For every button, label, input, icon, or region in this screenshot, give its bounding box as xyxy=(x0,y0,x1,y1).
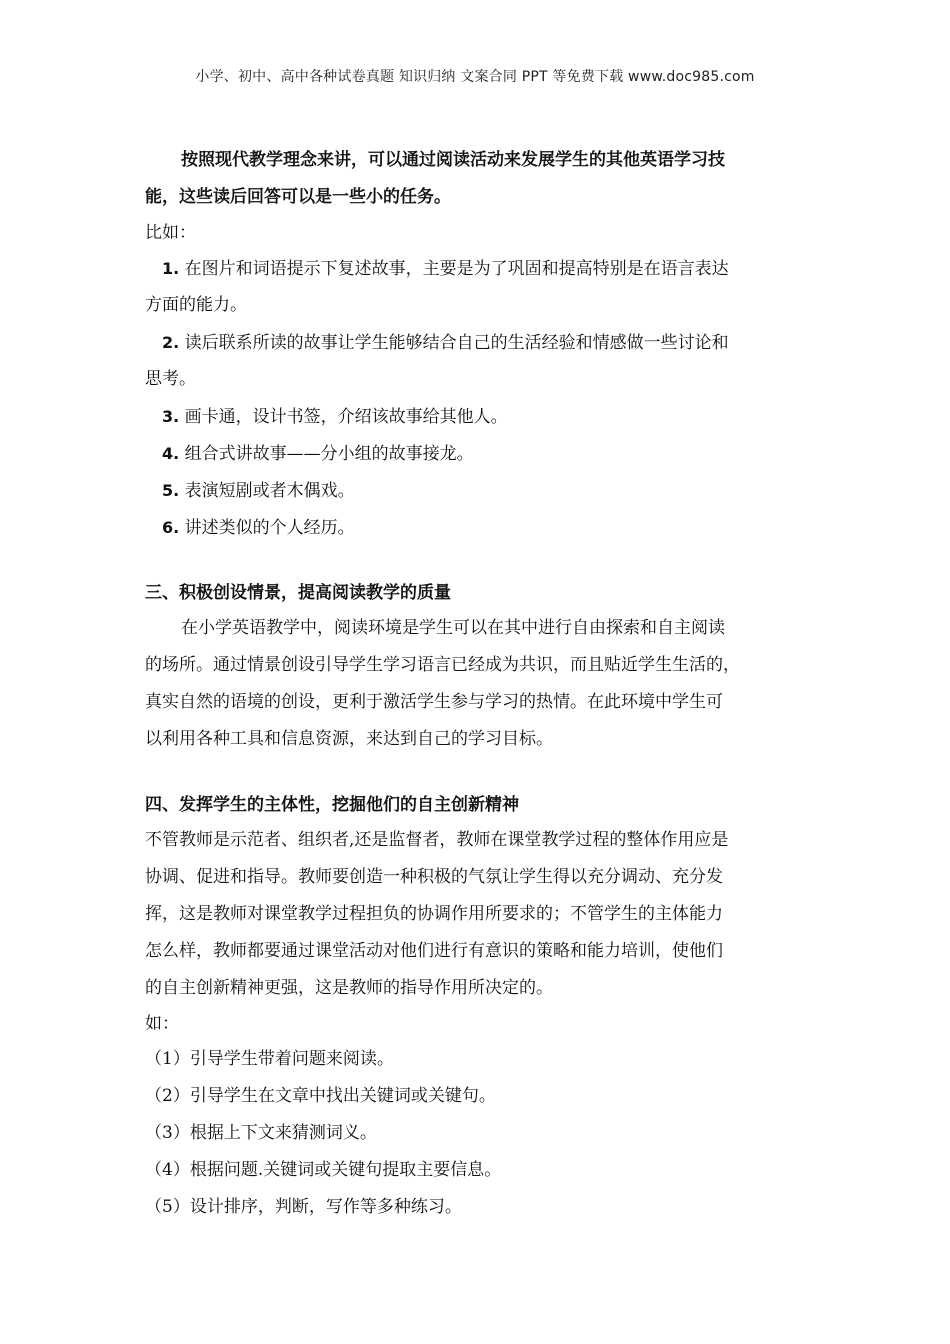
section-4-para-line: 挥，这是教师对课堂教学过程担负的协调作用所要求的；不管学生的主体能力 xyxy=(145,904,723,924)
task-text: 画卡通，设计书签，介绍该故事给其他人。 xyxy=(179,407,508,427)
example-label: 比如： xyxy=(145,223,196,243)
intro-line-2: 能，这些读后回答可以是一些小的任务。 xyxy=(145,187,451,207)
section-4-para-line: 怎么样，教师都要通过课堂活动对他们进行有意识的策略和能力培训，使他们 xyxy=(145,941,723,961)
task-item-1 xyxy=(145,250,815,287)
section-4-para-line: 协调、促进和指导。教师要创造一种积极的气氛让学生得以充分调动、充分发 xyxy=(145,867,723,887)
section-spacer xyxy=(145,546,815,576)
task-item-1-cont: 方面的能力。 xyxy=(145,295,247,315)
section-spacer xyxy=(145,758,815,788)
task-item-6 xyxy=(145,509,815,546)
section-3-para-line: 真实自然的语境的创设，更利于激活学生参与学习的热情。在此环境中学生可 xyxy=(145,692,723,712)
method-list-item: （1）引导学生带着问题来阅读。 xyxy=(145,1049,394,1069)
task-text: 讲述类似的个人经历。 xyxy=(179,518,355,538)
section-3-para-line: 在小学英语教学中，阅读环境是学生可以在其中进行自由探索和自主阅读 xyxy=(181,618,725,638)
section-3-para-line: 以利用各种工具和信息资源，来达到自己的学习目标。 xyxy=(145,729,553,749)
task-number: 4. xyxy=(162,444,180,463)
method-list-item: （5）设计排序，判断，写作等多种练习。 xyxy=(145,1197,462,1217)
task-number: 1. xyxy=(162,259,180,278)
section-3-heading: 三、积极创设情景，提高阅读教学的质量 xyxy=(145,583,451,603)
section-4-heading: 四、发挥学生的主体性，挖掘他们的自主创新精神 xyxy=(145,795,519,815)
task-text: 组合式讲故事——分小组的故事接龙。 xyxy=(179,444,474,464)
task-text: 读后联系所读的故事让学生能够结合自己的生活经验和情感做一些讨论和 xyxy=(179,333,729,353)
task-text: 表演短剧或者木偶戏。 xyxy=(179,481,355,501)
method-list-item: （3）根据上下文来猜测词义。 xyxy=(145,1123,377,1143)
section-4-para-line: 的自主创新精神更强，这是教师的指导作用所决定的。 xyxy=(145,978,553,998)
task-number: 6. xyxy=(162,518,180,537)
task-item-5 xyxy=(145,472,815,509)
document-body xyxy=(145,142,815,1226)
method-list-item: （2）引导学生在文章中找出关键词或关键句。 xyxy=(145,1086,496,1106)
task-item-4 xyxy=(145,435,815,472)
task-number: 5. xyxy=(162,481,180,500)
section-4-example-label: 如： xyxy=(145,1014,179,1034)
task-number: 3. xyxy=(162,407,180,426)
section-4-para-line: 不管教师是示范者、组织者,还是监督者，教师在课堂教学过程的整体作用应是 xyxy=(145,830,729,850)
task-text: 在图片和词语提示下复述故事，主要是为了巩固和提高特别是在语言表达 xyxy=(179,259,729,279)
task-item-3 xyxy=(145,398,815,435)
intro-line-1: 按照现代教学理念来讲，可以通过阅读活动来发展学生的其他英语学习技 xyxy=(181,150,725,170)
method-list-item: （4）根据问题.关键词或关键句提取主要信息。 xyxy=(145,1160,502,1180)
section-3-para-line: 的场所。通过情景创设引导学生学习语言已经成为共识，而且贴近学生生活的， xyxy=(145,655,740,675)
page-header-banner: 小学、初中、高中各种试卷真题 知识归纳 文案合同 PPT 等免费下载 www.doc985.com xyxy=(195,69,755,85)
task-item-2-cont: 思考。 xyxy=(145,369,196,389)
task-item-2 xyxy=(145,324,815,361)
task-number: 2. xyxy=(162,333,180,352)
